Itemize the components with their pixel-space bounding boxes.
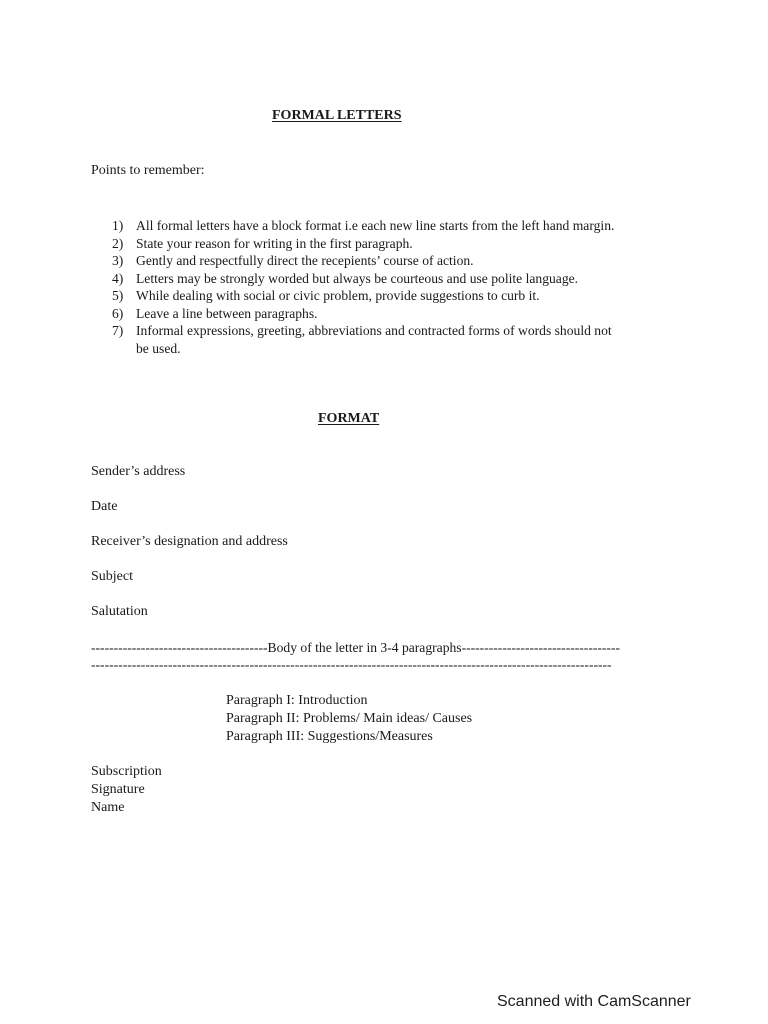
item-number: 2) xyxy=(112,235,124,251)
format-title: FORMAT xyxy=(318,411,380,426)
points-list xyxy=(112,217,614,357)
list-item xyxy=(112,287,614,305)
body-line: ---------------------------------------Body of the letter in 3-4 paragraphs----------------------------------- xyxy=(91,640,621,655)
closing-name: Name xyxy=(91,800,125,815)
item-number: 3) xyxy=(112,253,124,268)
list-item xyxy=(112,217,614,235)
list-item xyxy=(112,305,614,323)
format-sender: Sender’s address xyxy=(91,464,186,479)
list-item xyxy=(112,270,614,288)
item-number: 7) xyxy=(112,323,124,338)
item-text: Letters may be strongly worded but always be courteous and use polite language. xyxy=(136,270,579,286)
closing-signature: Signature xyxy=(91,782,145,797)
paragraph-list xyxy=(226,692,472,746)
item-text: Gently and respectfully direct the recepients’ course of action. xyxy=(136,253,474,268)
paragraph-item: Paragraph III: Suggestions/Measures xyxy=(226,729,433,744)
item-text: State your reason for writing in the first paragraph. xyxy=(136,235,413,251)
item-number: 5) xyxy=(112,288,124,303)
item-text: All formal letters have a block format i.e each new line starts from the left hand margin. xyxy=(136,218,615,233)
list-item xyxy=(112,252,614,270)
format-salutation: Salutation xyxy=(91,604,148,619)
format-receiver: Receiver’s designation and address xyxy=(91,534,288,549)
points-heading: Points to remember: xyxy=(91,163,205,178)
item-number: 6) xyxy=(112,305,124,321)
item-number: 4) xyxy=(112,270,124,286)
item-text: While dealing with social or civic problem, provide suggestions to curb it. xyxy=(136,288,540,303)
paragraph-item: Paragraph I: Introduction xyxy=(226,693,368,708)
paragraph-item: Paragraph II: Problems/ Main ideas/ Causes xyxy=(226,711,473,726)
item-text-continued: be used. xyxy=(136,340,181,356)
format-date: Date xyxy=(91,499,118,514)
page-title: FORMAL LETTERS xyxy=(272,108,402,123)
scanner-watermark: Scanned with CamScanner xyxy=(497,993,691,1010)
format-subject: Subject xyxy=(91,569,133,584)
closing-subscription: Subscription xyxy=(91,764,162,779)
list-item xyxy=(112,235,614,253)
list-item xyxy=(112,322,614,357)
dash-line: ------------------------------------------------------------------------------------------------------------------- xyxy=(91,657,612,672)
item-text: Informal expressions, greeting, abbreviations and contracted forms of words should not xyxy=(136,323,612,338)
item-text: Leave a line between paragraphs. xyxy=(136,305,318,321)
item-number: 1) xyxy=(112,218,124,233)
closing-block xyxy=(91,763,162,817)
